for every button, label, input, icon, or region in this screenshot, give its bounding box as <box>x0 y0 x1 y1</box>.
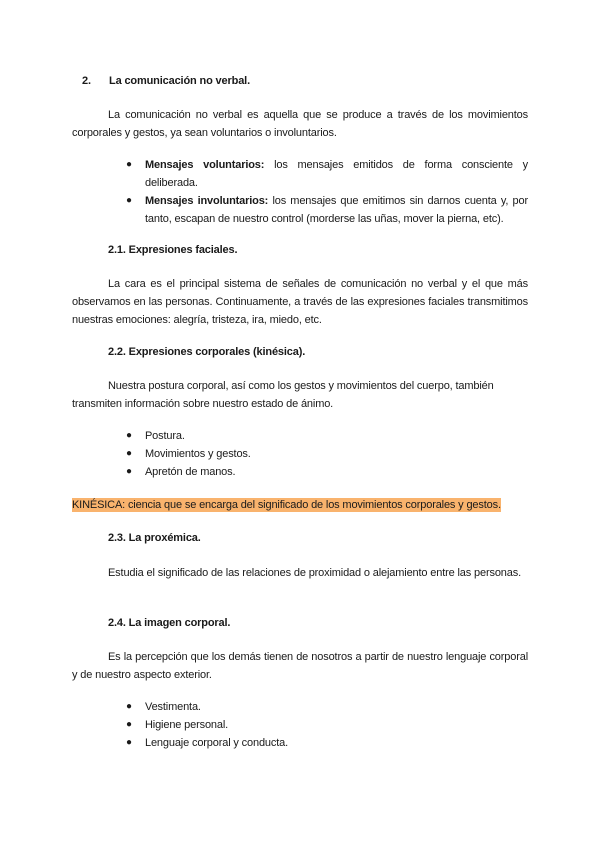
section-intro-paragraph: La comunicación no verbal es aquella que se produce a través de los movimientos corporales y gestos, ya sean voluntarios o involuntarios. <box>72 109 528 139</box>
list-item-term: Mensajes involuntarios: <box>145 195 269 207</box>
list-item-term: Mensajes voluntarios: <box>145 159 265 171</box>
bullet-icon: ● <box>126 195 132 206</box>
list-item-text: Vestimenta. <box>145 701 201 713</box>
list-item <box>126 192 528 228</box>
highlighted-text: KINÉSICA: ciencia que se encarga del significado de los movimientos corporales y gestos. <box>72 499 501 511</box>
message-types-list <box>126 156 528 228</box>
kinesics-list <box>126 427 528 481</box>
kinesics-definition <box>72 496 528 514</box>
bullet-icon: ● <box>126 430 132 441</box>
list-item <box>126 698 528 716</box>
section-title: La comunicación no verbal. <box>109 75 250 87</box>
bullet-icon: ● <box>126 466 132 477</box>
bullet-icon: ● <box>126 701 132 712</box>
list-item-text: Postura. <box>145 430 185 442</box>
list-item <box>126 427 528 445</box>
subsection-heading-2-3: 2.3. La proxémica. <box>108 532 201 544</box>
list-item <box>126 716 528 734</box>
subsection-heading-2-1: 2.1. Expresiones faciales. <box>108 244 238 256</box>
body-image-list <box>126 698 528 752</box>
bullet-icon: ● <box>126 159 132 170</box>
list-item-text: los mensajes emitidos de forma consciente y deliberada. <box>145 159 528 189</box>
list-item-text: Lenguaje corporal y conducta. <box>145 737 289 749</box>
list-item-text: Apretón de manos. <box>145 466 236 478</box>
list-item <box>126 463 528 481</box>
bullet-icon: ● <box>126 448 132 459</box>
list-item <box>126 445 528 463</box>
subsection-heading-2-4: 2.4. La imagen corporal. <box>108 617 231 629</box>
bullet-icon: ● <box>126 719 132 730</box>
bullet-icon: ● <box>126 737 132 748</box>
list-item-text: los mensajes que emitimos sin darnos cuenta y, por tanto, escapan de nuestro control (morderse las uñas, mover la pierna, etc). <box>145 195 528 225</box>
subsection-heading-2-2: 2.2. Expresiones corporales (kinésica). <box>108 346 306 358</box>
subsection-paragraph-2-3: Estudia el significado de las relaciones de proximidad o alejamiento entre las personas. <box>108 567 521 579</box>
section-number: 2. <box>82 75 91 87</box>
list-item-text: Movimientos y gestos. <box>145 448 251 460</box>
subsection-paragraph-2-1: La cara es el principal sistema de señales de comunicación no verbal y el que más observamos en las personas. Continuamente, a través de las expresiones faciales transmitimos nuestras emociones: alegría, tristeza, ira, miedo, etc. <box>72 278 528 326</box>
list-item <box>126 734 528 752</box>
subsection-paragraph-2-2: Nuestra postura corporal, así como los gestos y movimientos del cuerpo, también transmiten información sobre nuestro estado de ánimo. <box>72 380 494 410</box>
list-item <box>126 156 528 192</box>
section-heading <box>82 72 538 90</box>
subsection-paragraph-2-4: Es la percepción que los demás tienen de nosotros a partir de nuestro lenguaje corporal y de nuestro aspecto exterior. <box>72 651 528 681</box>
list-item-text: Higiene personal. <box>145 719 229 731</box>
